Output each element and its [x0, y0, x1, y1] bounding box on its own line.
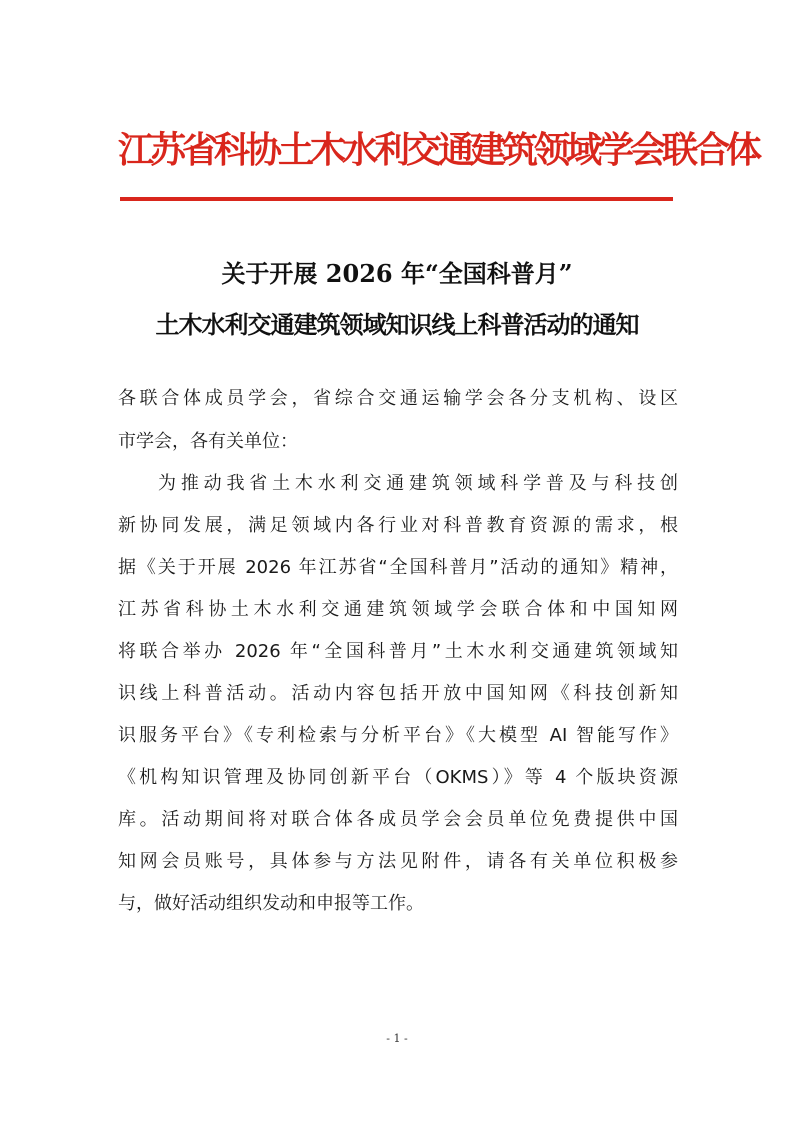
body-line: 与，做好活动组织发动和申报等工作。: [118, 893, 424, 914]
body-line: 识线上科普活动。活动内容包括开放中国知网《科技创新知: [118, 683, 678, 704]
header-divider: [120, 197, 673, 201]
notice-title-line-1: 关于开展 2026 年“全国科普月”: [221, 259, 573, 288]
body-line: 新协同发展，满足领域内各行业对科普教育资源的需求，根: [118, 515, 678, 536]
organization-header: 江苏省科协土木水利交通建筑领域学会联合体: [118, 129, 759, 171]
page-number: - 1 -: [386, 1032, 408, 1045]
body-line: 为推动我省土木水利交通建筑领域科学普及与科技创: [158, 473, 678, 494]
body-line: 知网会员账号，具体参与方法见附件，请各有关单位积极参: [118, 851, 678, 872]
notice-title-line-2: 土木水利交通建筑领域知识线上科普活动的通知: [155, 310, 639, 339]
body-line: 将联合举办 2026 年“全国科普月”土木水利交通建筑领域知: [118, 641, 678, 662]
body-line: 《机构知识管理及协同创新平台（OKMS）》等 4 个版块资源: [118, 767, 678, 788]
addressee-line-2: 市学会，各有关单位：: [118, 431, 298, 452]
body-line: 据《关于开展 2026 年江苏省“全国科普月”活动的通知》精神，: [118, 557, 678, 578]
body-line: 库。活动期间将对联合体各成员学会会员单位免费提供中国: [118, 809, 678, 830]
body-line: 江苏省科协土木水利交通建筑领域学会联合体和中国知网: [118, 599, 678, 620]
body-line: 识服务平台》《专利检索与分析平台》《大模型 AI 智能写作》: [118, 725, 678, 746]
addressee-line-1: 各联合体成员学会，省综合交通运输学会各分支机构、设区: [118, 388, 678, 409]
